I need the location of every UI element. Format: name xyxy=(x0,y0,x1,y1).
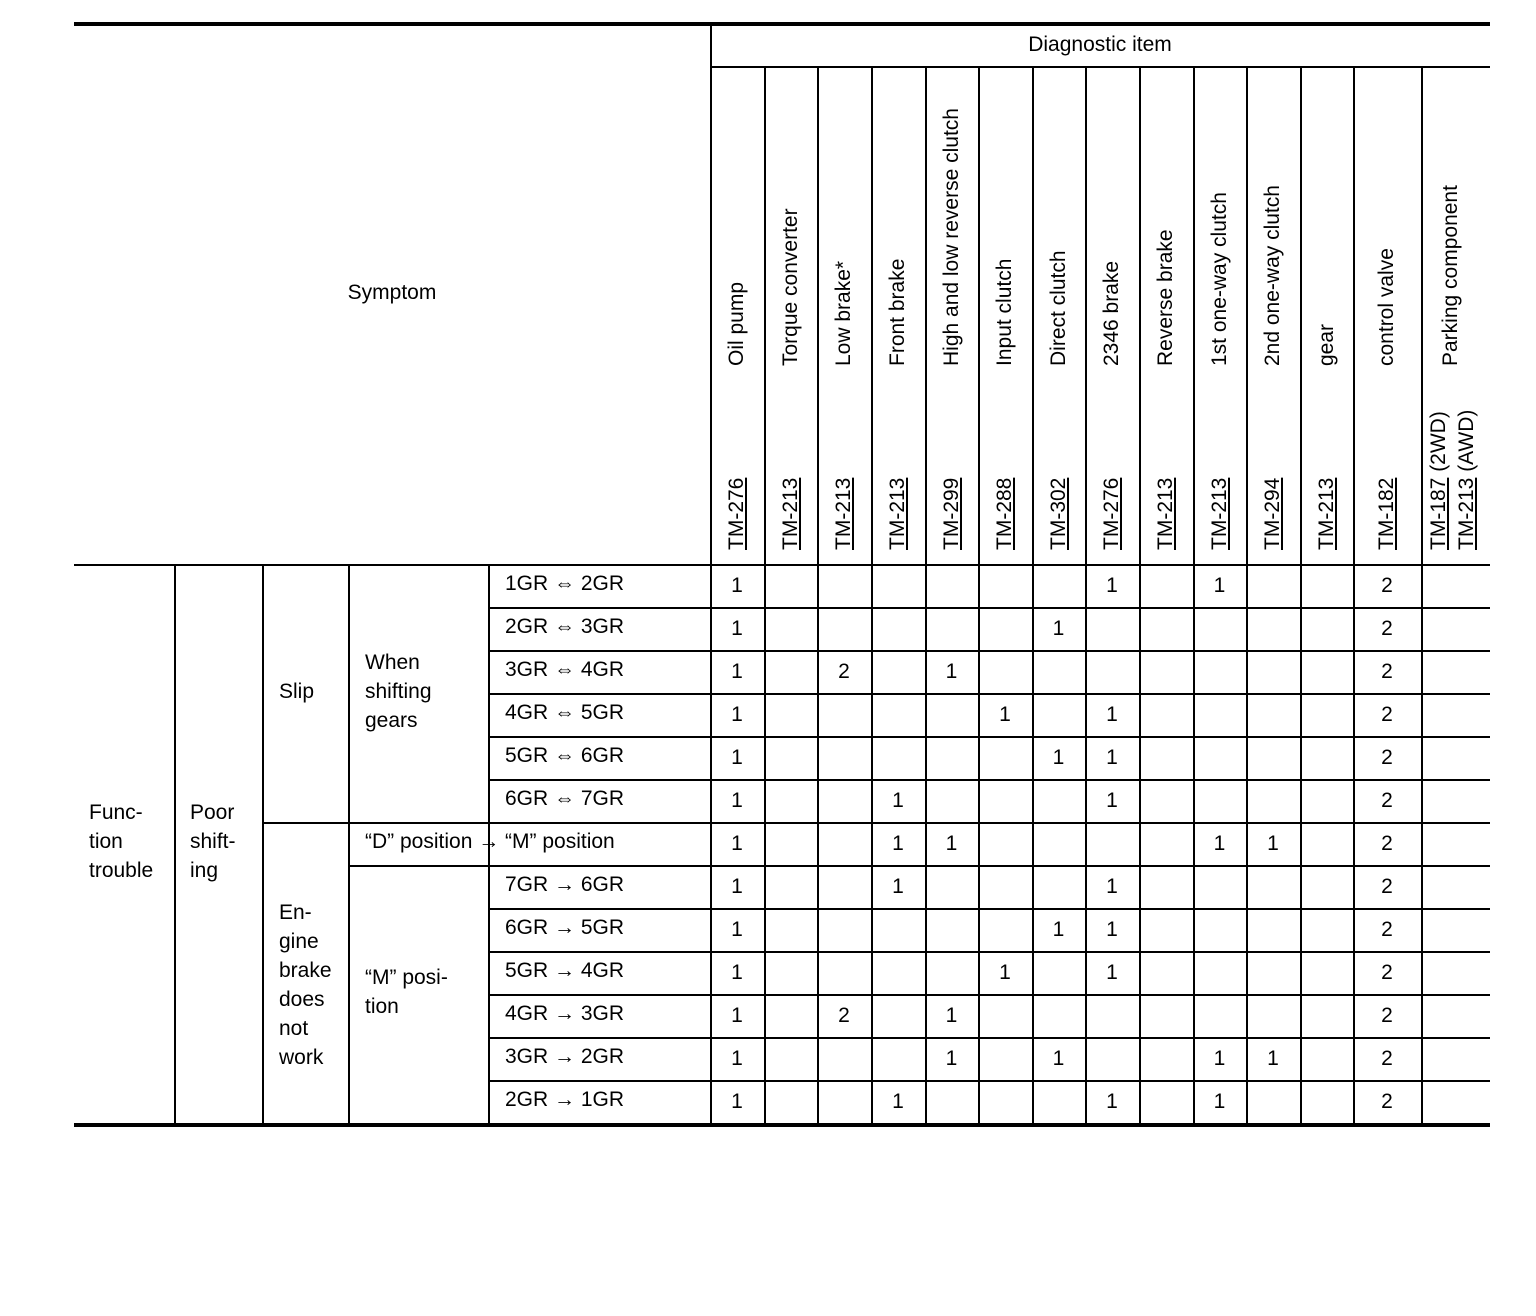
column-header-ref xyxy=(832,478,856,550)
group-poor-shifting: Poor shift- ing xyxy=(190,801,236,882)
group-engine-brake: En- gine brake does not work xyxy=(279,901,332,1069)
ref-link[interactable]: TM-213 xyxy=(1154,477,1177,550)
table-cell: 1 xyxy=(1213,1090,1226,1113)
table-cell: 2 xyxy=(1381,1047,1393,1070)
table-cell: 1 xyxy=(999,961,1011,984)
column-header-name: 1st one-way clutch xyxy=(1207,192,1231,366)
table-cell: 1 xyxy=(1106,703,1118,726)
column-header-name: Oil pump xyxy=(725,281,748,366)
group-when-shifting: When shifting gears xyxy=(365,651,432,732)
column-header-ref xyxy=(725,478,749,550)
column-header-ref xyxy=(993,478,1017,550)
table-cell: 2 xyxy=(1381,789,1393,812)
column-header-name: Front brake xyxy=(886,258,909,366)
ref-link[interactable]: TM-182 xyxy=(1375,477,1398,550)
row-label: 4GR → 3GR xyxy=(505,1002,625,1025)
table-cell: 1 xyxy=(731,617,743,640)
table-cell: 1 xyxy=(892,875,904,898)
row-label: 5GR → 4GR xyxy=(505,959,625,982)
table-cell: 1 xyxy=(731,574,743,597)
ref-link[interactable]: TM-213 xyxy=(1207,477,1231,550)
table-cell: 1 xyxy=(731,1004,743,1027)
ref-link[interactable]: TM-294 xyxy=(1261,477,1284,550)
table-cell: 1 xyxy=(1052,918,1065,941)
column-header-ref xyxy=(1154,478,1178,550)
table-cell: 2 xyxy=(1381,1004,1393,1027)
table-cell: 1 xyxy=(945,660,958,683)
table-cell: 2 xyxy=(1381,875,1393,898)
column-header-ref xyxy=(940,478,964,550)
row-rule xyxy=(488,908,1490,910)
table-cell: 1 xyxy=(1106,574,1118,597)
table-cell: 1 xyxy=(731,746,743,769)
table-cell: 2 xyxy=(1381,746,1393,769)
ref-link[interactable]: TM-213 xyxy=(886,477,909,550)
group-rule xyxy=(348,564,350,1123)
ref-note: (2WD) xyxy=(1427,411,1450,478)
ref-link[interactable]: TM-213 xyxy=(1314,477,1338,550)
column-header-name: Reverse brake xyxy=(1154,229,1177,366)
col-rule xyxy=(1300,66,1302,1123)
table-cell: 2 xyxy=(1381,918,1393,941)
ref-link[interactable]: TM-276 xyxy=(1100,477,1123,550)
table-cell: 2 xyxy=(1381,832,1393,855)
col-rule xyxy=(871,66,873,1123)
col-rule xyxy=(1246,66,1248,1123)
column-header-ref xyxy=(1100,478,1124,550)
column-header-name: Parking component xyxy=(1439,185,1462,366)
row-label: 3GR ⇔ 4GR xyxy=(505,658,625,681)
column-header-name: gear xyxy=(1314,323,1338,366)
row-label: 6GR ⇔ 7GR xyxy=(505,787,625,810)
column-header-ref xyxy=(1427,411,1451,550)
table-cell: 2 xyxy=(1381,961,1393,984)
table-cell: 1 xyxy=(731,789,743,812)
col-rule xyxy=(764,66,766,1123)
row-label: 1GR ⇔ 2GR xyxy=(505,572,625,595)
column-header-name: Low brake* xyxy=(832,260,855,366)
col-rule xyxy=(1421,66,1423,1123)
ref-link[interactable]: TM-288 xyxy=(993,477,1016,550)
table-cell: 1 xyxy=(1106,789,1118,812)
table-cell: 1 xyxy=(731,1090,743,1113)
column-header-name: 2nd one-way clutch xyxy=(1261,185,1284,366)
column-header-ref xyxy=(779,478,803,550)
row-rule xyxy=(488,607,1490,609)
table-cell: 1 xyxy=(892,1090,904,1113)
column-header-ref xyxy=(1375,478,1399,550)
diagnosis-table xyxy=(74,22,1490,1126)
row-label: 4GR ⇔ 5GR xyxy=(505,701,625,724)
table-cell: 2 xyxy=(1381,574,1393,597)
row-rule xyxy=(488,736,1490,738)
table-cell: 1 xyxy=(731,703,743,726)
ref-link[interactable]: TM-213 xyxy=(1455,477,1478,550)
col-rule xyxy=(1032,66,1034,1123)
group-m-position: “M” posi- tion xyxy=(365,966,448,1018)
row-rule xyxy=(488,1037,1490,1039)
group-function-trouble: Func- tion trouble xyxy=(89,801,154,882)
column-header-ref xyxy=(1047,478,1071,550)
group-rule xyxy=(174,564,176,1123)
table-top-rule xyxy=(74,22,1490,26)
column-header-ref xyxy=(1261,478,1285,550)
table-cell: 1 xyxy=(1106,961,1118,984)
row-label: 2GR → 1GR xyxy=(505,1088,625,1111)
table-cell: 1 xyxy=(1106,746,1118,769)
diagnostic-item-header: Diagnostic item xyxy=(1028,33,1172,56)
row-label: 6GR → 5GR xyxy=(505,916,625,939)
table-cell: 1 xyxy=(999,703,1011,726)
ref-link[interactable]: TM-299 xyxy=(939,477,963,550)
table-cell: 1 xyxy=(731,875,743,898)
table-cell: 1 xyxy=(945,1047,958,1070)
col-rule xyxy=(1139,66,1141,1123)
row-rule xyxy=(488,650,1490,652)
header-divider xyxy=(710,66,1490,68)
group-rule xyxy=(262,564,264,1123)
column-header-ref xyxy=(886,478,910,550)
table-cell: 1 xyxy=(945,1004,958,1027)
column-header-name: High and low reverse clutch xyxy=(939,108,963,366)
group-slip: Slip xyxy=(279,680,315,703)
table-cell: 2 xyxy=(1381,1090,1393,1113)
table-cell: 2 xyxy=(838,1004,850,1027)
row-label: 5GR ⇔ 6GR xyxy=(505,744,625,767)
row-rule xyxy=(488,779,1490,781)
column-header-name: Torque converter xyxy=(778,208,802,366)
column-header-ref xyxy=(1315,478,1339,550)
column-header-name: Input clutch xyxy=(993,258,1016,366)
column-header-ref xyxy=(1455,410,1479,550)
table-cell: 2 xyxy=(1381,660,1393,683)
symptom-header: Symptom xyxy=(347,281,437,304)
col-rule xyxy=(817,66,819,1123)
table-cell: 1 xyxy=(892,789,904,812)
table-cell: 1 xyxy=(1267,1047,1279,1070)
table-cell: 1 xyxy=(1052,617,1065,640)
row-rule xyxy=(488,1080,1490,1082)
table-cell: 1 xyxy=(1052,746,1065,769)
table-cell: 1 xyxy=(1052,1047,1065,1070)
table-cell: 1 xyxy=(731,918,743,941)
ref-note: (AWD) xyxy=(1455,409,1478,478)
row-rule xyxy=(488,994,1490,996)
column-header-name: control valve xyxy=(1375,248,1398,366)
ref-link[interactable]: TM-213 xyxy=(778,477,802,550)
table-cell: 1 xyxy=(731,660,743,683)
table-cell: 1 xyxy=(731,961,743,984)
table-cell: 1 xyxy=(1106,1090,1118,1113)
table-cell: 1 xyxy=(1213,832,1226,855)
ref-link[interactable]: TM-213 xyxy=(832,477,855,550)
column-header-name: Direct clutch xyxy=(1046,250,1070,366)
row-label: 3GR → 2GR xyxy=(505,1045,625,1068)
row-label: 7GR → 6GR xyxy=(505,873,625,896)
table-bottom-rule xyxy=(74,1123,1490,1127)
table-cell: 1 xyxy=(731,832,743,855)
table-cell: 1 xyxy=(1106,918,1118,941)
table-cell: 1 xyxy=(1267,832,1279,855)
table-cell: 1 xyxy=(1106,875,1118,898)
header-bottom-rule xyxy=(74,564,1490,566)
column-header-ref xyxy=(1208,478,1232,550)
group-d-to-m: “D” position → “M” position xyxy=(365,830,615,853)
table-cell: 2 xyxy=(1381,703,1393,726)
row-label: 2GR ⇔ 3GR xyxy=(505,615,625,638)
col-rule xyxy=(925,66,927,1123)
table-cell: 1 xyxy=(945,832,958,855)
ref-link[interactable]: TM-187 xyxy=(1427,477,1450,550)
ref-link[interactable]: TM-302 xyxy=(1046,477,1070,550)
table-cell: 1 xyxy=(1213,1047,1226,1070)
ref-link[interactable]: TM-276 xyxy=(725,477,748,550)
column-header-name: 2346 brake xyxy=(1100,260,1123,366)
table-cell: 1 xyxy=(1213,574,1226,597)
table-cell: 1 xyxy=(731,1047,743,1070)
table-cell: 2 xyxy=(838,660,850,683)
table-cell: 2 xyxy=(1381,617,1393,640)
table-cell: 1 xyxy=(892,832,904,855)
